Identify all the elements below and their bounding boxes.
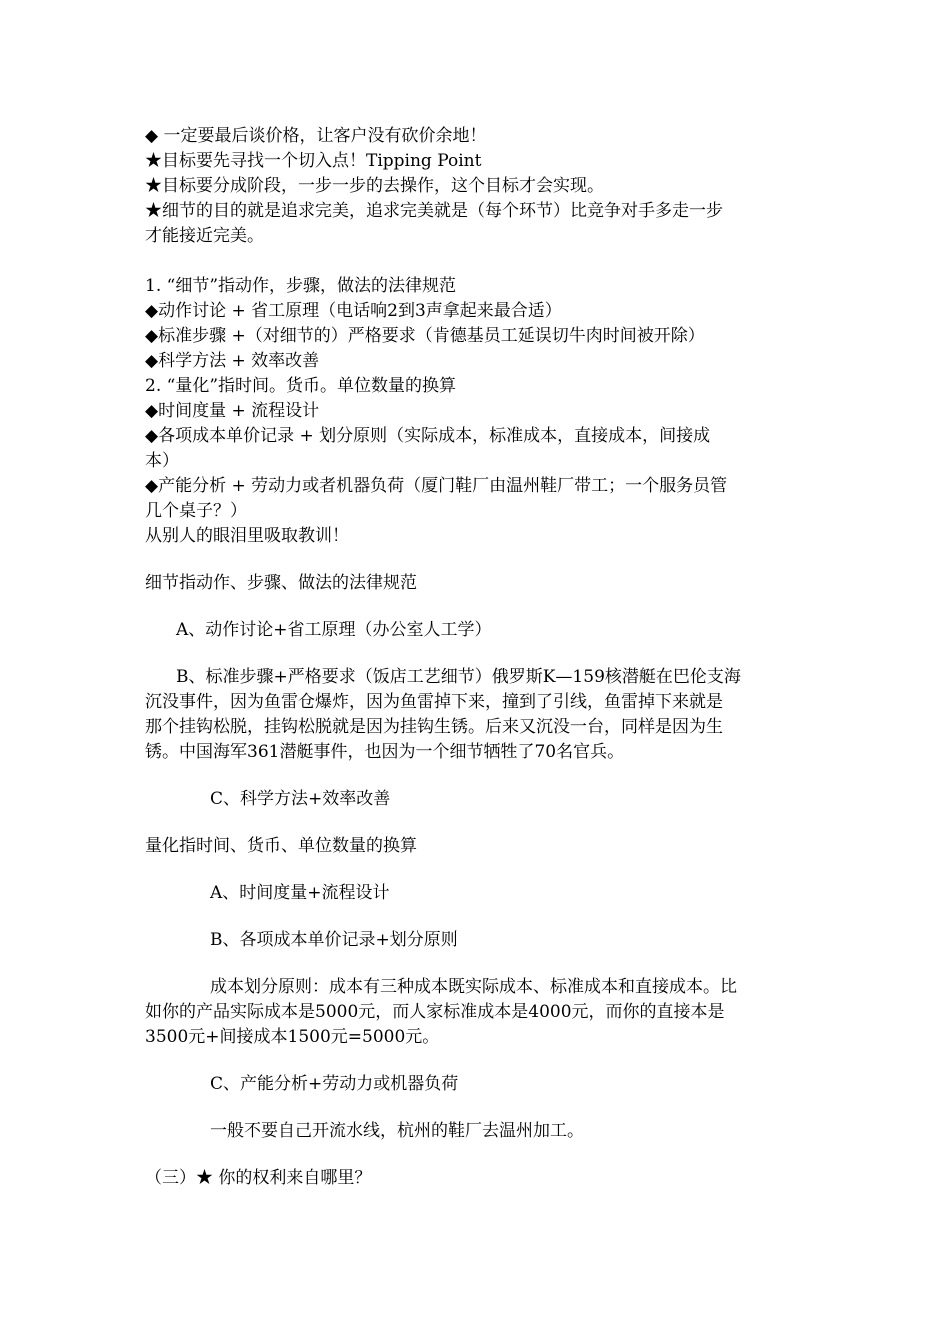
text-line: 成本划分原则：成本有三种成本既实际成本、标准成本和直接成本。比 bbox=[210, 977, 737, 997]
text-line: ★细节的目的就是追求完美，追求完美就是（每个环节）比竞争对手多走一步 bbox=[145, 201, 723, 221]
text-line: 锈。中国海军361潜艇事件，也因为一个细节牺牲了70名官兵。 bbox=[145, 742, 625, 762]
section-heading: 2. “量化”指时间。货币。单位数量的换算 bbox=[145, 376, 457, 396]
text-line: 一般不要自己开流水线，杭州的鞋厂去温州加工。 bbox=[210, 1121, 584, 1141]
text-line: C、产能分析+劳动力或机器负荷 bbox=[210, 1074, 459, 1094]
text-line: ◆产能分析 + 劳动力或者机器负荷（厦门鞋厂由温州鞋厂带工；一个服务员管 bbox=[145, 476, 728, 496]
text-line: ◆科学方法 + 效率改善 bbox=[145, 351, 320, 371]
text-line: 本） bbox=[145, 451, 179, 471]
text-line: A、动作讨论+省工原理（办公室人工学） bbox=[176, 620, 492, 640]
text-line: A、时间度量+流程设计 bbox=[210, 883, 390, 903]
text-line: B、标准步骤+严格要求（饭店工艺细节）俄罗斯K—159核潜艇在巴伦支海 bbox=[176, 667, 741, 687]
text-line: ★目标要分成阶段，一步一步的去操作，这个目标才会实现。 bbox=[145, 176, 604, 196]
text-line: 3500元+间接成本1500元=5000元。 bbox=[145, 1027, 440, 1047]
text-line: ★目标要先寻找一个切入点！Tipping Point bbox=[145, 151, 482, 171]
text-line: ◆各项成本单价记录 + 划分原则（实际成本，标准成本，直接成本，间接成 bbox=[145, 426, 711, 446]
text-line: 如你的产品实际成本是5000元，而人家标准成本是4000元，而你的直接本是 bbox=[145, 1002, 725, 1022]
text-line: ◆动作讨论 + 省工原理（电话响2到3声拿起来最合适） bbox=[145, 301, 562, 321]
section-heading: （三）★ 你的权利来自哪里？ bbox=[145, 1168, 372, 1188]
text-line: 几个桌子？） bbox=[145, 501, 247, 521]
text-line: 才能接近完美。 bbox=[145, 226, 264, 246]
text-line: ◆时间度量 + 流程设计 bbox=[145, 401, 320, 421]
text-line: B、各项成本单价记录+划分原则 bbox=[210, 930, 458, 950]
text-line: ◆标准步骤 +（对细节的）严格要求（肯德基员工延误切牛肉时间被开除） bbox=[145, 326, 705, 346]
text-line: 沉没事件，因为鱼雷仓爆炸，因为鱼雷掉下来，撞到了引线，鱼雷掉下来就是 bbox=[145, 692, 723, 712]
text-line: 那个挂钩松脱，挂钩松脱就是因为挂钩生锈。后来又沉没一台，同样是因为生 bbox=[145, 717, 723, 737]
text-line: C、科学方法+效率改善 bbox=[210, 789, 391, 809]
paragraph-heading: 细节指动作、步骤、做法的法律规范 bbox=[145, 573, 417, 593]
text-line: ◆ 一定要最后谈价格，让客户没有砍价余地！ bbox=[145, 126, 487, 146]
paragraph-heading: 量化指时间、货币、单位数量的换算 bbox=[145, 836, 417, 856]
text-line: 从别人的眼泪里吸取教训！ bbox=[145, 526, 349, 546]
section-heading: 1. “细节”指动作，步骤，做法的法律规范 bbox=[145, 276, 457, 296]
